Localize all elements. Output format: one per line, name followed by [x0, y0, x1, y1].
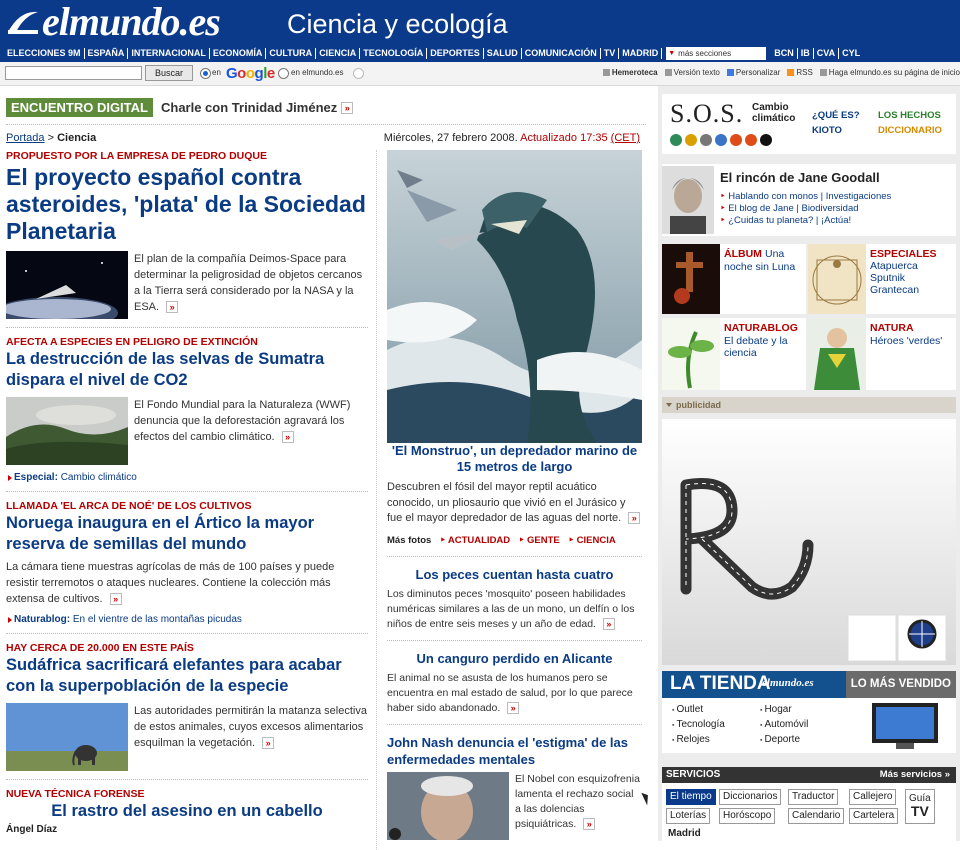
oil-icon: [760, 134, 772, 146]
story-headline[interactable]: El rastro del asesino en un cabello: [51, 802, 323, 820]
photo-tag-ciencia[interactable]: ‣ CIENCIA: [568, 535, 615, 546]
divider: [387, 556, 642, 557]
photo-tag-gente[interactable]: ‣ GENTE: [519, 535, 560, 546]
section-title: Ciencia y ecología: [287, 9, 508, 39]
divider: [387, 640, 642, 641]
site-logo[interactable]: elmundo.es: [42, 0, 220, 44]
story-summary: El plan de la compañía Deimos-Space para determinar la peligrosidad de objetos cercanos a la Tierra será considerado por la NASA y la ESA. »: [134, 253, 363, 313]
tienda-header[interactable]: [662, 671, 956, 698]
timezone-link[interactable]: (CET): [610, 132, 640, 144]
smoke-icon: [700, 134, 712, 146]
album-text[interactable]: ÁLBUM Una noche sin Luna: [724, 248, 796, 273]
service-horoscopo[interactable]: Horóscopo: [719, 808, 775, 824]
accessibility-icon[interactable]: [353, 68, 364, 79]
story-body: [6, 251, 368, 319]
column-divider: [376, 150, 377, 850]
especiales-text: ESPECIALES Atapuerca Sputnik Grantecan: [870, 248, 937, 296]
service-loterias[interactable]: Loterías: [666, 808, 710, 824]
naturablog-box: [662, 318, 806, 390]
nav-espana[interactable]: ESPAÑA: [85, 48, 129, 59]
story-headline[interactable]: Sudáfrica sacrificará elefantes para acabar con la superpoblación de la especie: [6, 656, 342, 695]
photo-headline[interactable]: 'El Monstruo', un depredador marino de 15 metros de largo: [391, 443, 638, 474]
elmundo-logo-icon[interactable]: [6, 6, 40, 36]
nav-salud[interactable]: SALUD: [484, 48, 522, 59]
radio-google-label: en: [212, 68, 221, 77]
water-icon: [715, 134, 727, 146]
story-summary: El animal no se asusta de los humanos pero se encuentra en mal estado de salud, por lo que parece haber sido abandonado. »: [387, 671, 633, 714]
divider: [6, 491, 368, 492]
more-photos: [387, 535, 642, 546]
service-cartelera[interactable]: Cartelera: [849, 808, 898, 824]
john-nash-image[interactable]: [387, 772, 509, 840]
service-calendario[interactable]: Calendario: [788, 808, 844, 824]
story-kicker: LLAMADA 'EL ARCA DE NOÉ' DE LOS CULTIVOS: [6, 500, 252, 512]
divider: [6, 779, 368, 780]
tienda-col-2: [760, 703, 808, 748]
nav-madrid[interactable]: MADRID: [619, 48, 662, 59]
story-summary: Los diminutos peces 'mosquito' poseen habilidades numéricas similares a las de un mono, un delfín o los niños de entre seis meses y un año de edad. »: [387, 587, 635, 630]
tienda-list: [662, 698, 956, 753]
related-link[interactable]: Naturablog: En el vientre de las montañas picudas: [6, 614, 368, 625]
sos-link-que-es[interactable]: ¿QUÉ ES?: [812, 110, 860, 121]
nav-cyl[interactable]: CYL: [842, 47, 861, 58]
naturablog-text[interactable]: NATURABLOG El debate y la ciencia: [724, 322, 798, 359]
bmw-ad-banner[interactable]: [662, 419, 956, 665]
story-kicker: NUEVA TÉCNICA FORENSE: [6, 788, 145, 800]
text-version-link[interactable]: Versión texto: [665, 68, 720, 77]
advertising-label: publicidad: [662, 397, 956, 413]
album-box: [662, 244, 806, 314]
eclipse-image[interactable]: [662, 244, 720, 314]
more-sections-select[interactable]: [666, 47, 766, 60]
story-kicker: PROPUESTO POR LA EMPRESA DE PEDRO DUQUE: [6, 150, 267, 162]
dropdown-arrow-icon: ▼: [668, 49, 676, 57]
tienda-link[interactable]: ▪ Tecnología: [672, 718, 725, 733]
story-headline[interactable]: Los peces cuentan hasta cuatro: [415, 566, 614, 582]
story-headline[interactable]: John Nash denuncia el 'estigma' de las enfermedades mentales: [387, 734, 628, 767]
tienda-link[interactable]: ▪ Relojes: [672, 733, 725, 748]
breadcrumb: Portada > Ciencia: [6, 132, 97, 144]
more-services-link[interactable]: Más servicios »: [879, 769, 950, 780]
story-summary: El Fondo Mundial para la Naturaleza (WWF) denuncia que la deforestación agravará los efectos del cambio climático. »: [134, 399, 351, 443]
story-summary: Las autoridades permitirán la matanza selectiva de estos animales, cuyos excesos alimentarios esquilman la vegetación. »: [134, 705, 367, 749]
vitruvian-image[interactable]: [808, 244, 866, 314]
nav-comunicacion[interactable]: COMUNICACIÓN: [522, 48, 601, 59]
encuentro-tag[interactable]: ENCUENTRO DIGITAL: [6, 98, 153, 117]
fire-icon: [745, 134, 757, 146]
story-headline[interactable]: Un canguro perdido en Alicante: [416, 650, 613, 666]
story-summary: La cámara tiene muestras agrícolas de más de 100 países y puede resistir terremotos o ataques nucleares. Contiene la colección más extensa de cultivos. »: [6, 561, 335, 605]
sos-climate-box: [662, 94, 956, 154]
nav-deportes[interactable]: DEPORTES: [427, 48, 484, 59]
city-label: Madrid: [668, 828, 701, 839]
tienda-title: LA TIENDA: [670, 673, 771, 694]
tv-product-image[interactable]: [870, 701, 940, 751]
tienda-link[interactable]: ▪ Hogar: [760, 703, 808, 718]
site-header: [0, 0, 960, 44]
jane-goodall-photo[interactable]: [662, 166, 714, 234]
story-body: [387, 772, 642, 840]
more-arrow-icon[interactable]: »: [603, 618, 615, 630]
main-nav: [0, 44, 960, 62]
tienda-link[interactable]: ▪ Outlet: [672, 703, 725, 718]
home-icon: [820, 69, 827, 76]
mas-vendido-tab[interactable]: LO MÁS VENDIDO: [846, 671, 956, 698]
story-kicker: AFECTA A ESPECIES EN PELIGRO DE EXTINCIÓN: [6, 336, 258, 348]
search-input[interactable]: [5, 66, 142, 80]
superhero-image[interactable]: [808, 318, 866, 390]
sos-subtitle: Cambio climático: [752, 102, 796, 124]
nav-tv[interactable]: TV: [601, 48, 620, 59]
servicios-body: [662, 783, 956, 843]
date-line: Miércoles, 27 febrero 2008. Actualizado 17:35 (CET): [383, 132, 640, 144]
nav-cva[interactable]: CVA: [814, 48, 839, 59]
climate-icons: [670, 134, 772, 146]
story-kicker: HAY CERCA DE 20.000 EN ESTE PAÍS: [6, 642, 194, 654]
divider: [6, 124, 646, 125]
jg-link[interactable]: ‣ Hablando con monos | Investigaciones: [720, 191, 891, 203]
center-column: [383, 132, 642, 840]
more-arrow-icon[interactable]: »: [110, 593, 122, 605]
encuentro-text[interactable]: Charle con Trinidad Jiménez: [160, 100, 338, 115]
tienda-link[interactable]: ▪ Automóvil: [760, 718, 808, 733]
more-arrow-icon[interactable]: »: [282, 431, 294, 443]
google-logo: Google: [226, 65, 275, 82]
nav-cultura[interactable]: CULTURA: [266, 48, 316, 59]
natura-text[interactable]: NATURA Héroes 'verdes': [870, 322, 943, 347]
jane-goodall-box: [662, 164, 956, 236]
jg-link[interactable]: ‣ ¿Cuidas tu planeta? | ¡Actúa!: [720, 215, 891, 227]
asteroid-image[interactable]: [6, 251, 128, 319]
nav-bcn[interactable]: BCN: [771, 48, 798, 59]
more-arrow-icon[interactable]: »: [507, 702, 519, 714]
nav-tecnologia[interactable]: TECNOLOGÍA: [360, 48, 427, 59]
more-arrow-icon[interactable]: »: [262, 737, 274, 749]
search-bar: [0, 62, 960, 86]
service-callejero[interactable]: Callejero: [849, 789, 896, 805]
service-diccionarios[interactable]: Diccionarios: [719, 789, 781, 805]
sos-links: [812, 108, 860, 138]
story-headline[interactable]: El proyecto español contra asteroides, 'plata' de la Sociedad Planetaria: [6, 164, 366, 244]
photo-summary: Descubren el fósil del mayor reptil acuático conocido, un pliosaurio que vivió en el Jurásico y fue el mayor depredador de las aguas del norte. »: [387, 480, 642, 527]
radio-google[interactable]: [200, 68, 211, 79]
guia-tv-button[interactable]: Guía TV: [905, 789, 935, 824]
earth-icon: [670, 134, 682, 146]
more-sections-label: más secciones: [678, 48, 732, 58]
sos-link-hechos[interactable]: LOS HECHOS: [878, 110, 941, 121]
right-sidebar: [658, 86, 960, 841]
divider: [6, 633, 368, 634]
more-arrow-icon[interactable]: »: [166, 301, 178, 313]
story-headline[interactable]: Noruega inaugura en el Ártico la mayor reserva de semillas del mundo: [6, 514, 315, 553]
story-body: [6, 703, 368, 771]
more-arrow-icon[interactable]: »: [583, 818, 595, 830]
jg-link[interactable]: ‣ El blog de Jane | Biodiversidad: [720, 203, 891, 215]
jungle-image[interactable]: [6, 397, 128, 465]
divider: [387, 724, 642, 725]
search-button[interactable]: Buscar: [145, 65, 193, 81]
hemeroteca-link[interactable]: Hemeroteca: [603, 68, 658, 77]
natura-box: [808, 318, 956, 390]
calendar-icon: [603, 69, 610, 76]
divider: [6, 327, 368, 328]
radio-elmundo[interactable]: [278, 68, 289, 79]
sun-icon: [685, 134, 697, 146]
jane-goodall-links: [720, 191, 891, 227]
story-summary: El Nobel con esquizofrenia lamenta el rechazo social a las dolencias psiquiátricas. »: [515, 772, 640, 830]
encuentro-digital: [6, 98, 353, 117]
elephant-image[interactable]: [6, 703, 128, 771]
more-arrow-icon[interactable]: »: [628, 512, 640, 524]
nav-elecciones[interactable]: ELECCIONES 9M: [4, 48, 85, 59]
settings-icon: [727, 69, 734, 76]
main-content: [0, 86, 960, 841]
service-traductor[interactable]: Traductor: [788, 789, 838, 805]
tienda-brand: elmundo.es: [762, 677, 814, 689]
plant-image[interactable]: [662, 318, 720, 390]
sos-link-kioto[interactable]: KIOTO: [812, 125, 842, 136]
related-link[interactable]: Especial: Cambio climático: [6, 472, 368, 483]
sos-links-2: [878, 108, 942, 138]
story-body: [6, 397, 368, 465]
left-column: [6, 132, 368, 835]
breadcrumb-home[interactable]: Portada: [6, 132, 45, 144]
more-arrow-icon[interactable]: »: [341, 102, 353, 114]
toolbar-links: [603, 68, 960, 77]
document-icon: [665, 69, 672, 76]
nav-ib[interactable]: IB: [798, 48, 814, 59]
service-tiempo[interactable]: El tiempo: [666, 789, 716, 805]
radio-elmundo-label: en elmundo.es: [291, 68, 344, 77]
especial-link[interactable]: Atapuerca: [870, 260, 918, 272]
sea-monster-image[interactable]: [387, 150, 642, 443]
jane-goodall-title[interactable]: El rincón de Jane Goodall: [720, 170, 880, 185]
fire-icon: [730, 134, 742, 146]
sos-link-diccionario[interactable]: DICCIONARIO: [878, 125, 942, 136]
tienda-col-1: [672, 703, 725, 748]
personalize-link[interactable]: Personalizar: [727, 68, 780, 77]
nav-internacional[interactable]: INTERNACIONAL: [128, 48, 210, 59]
nav-ciencia[interactable]: CIENCIA: [316, 48, 360, 59]
breadcrumb-current: Ciencia: [57, 132, 97, 144]
especial-link[interactable]: Sputnik: [870, 272, 906, 284]
servicios-header: SERVICIOS Más servicios »: [662, 767, 956, 783]
story-author: Ángel Díaz: [6, 824, 58, 835]
nav-economia[interactable]: ECONOMÍA: [210, 48, 267, 59]
homepage-link[interactable]: Haga elmundo.es su página de inicio: [820, 68, 960, 77]
especial-link[interactable]: Grantecan: [870, 284, 920, 296]
rss-link[interactable]: RSS: [787, 68, 812, 77]
story-headline[interactable]: La destrucción de las selvas de Sumatra dispara el nivel de CO2: [6, 350, 325, 389]
photo-tag-actualidad[interactable]: ‣ ACTUALIDAD: [440, 535, 510, 546]
more-photos-label: Más fotos: [387, 534, 432, 546]
sos-title[interactable]: S.O.S.: [670, 99, 744, 128]
rss-icon: [787, 69, 794, 76]
especiales-box: [808, 244, 956, 314]
tienda-link[interactable]: ▪ Deporte: [760, 733, 808, 748]
